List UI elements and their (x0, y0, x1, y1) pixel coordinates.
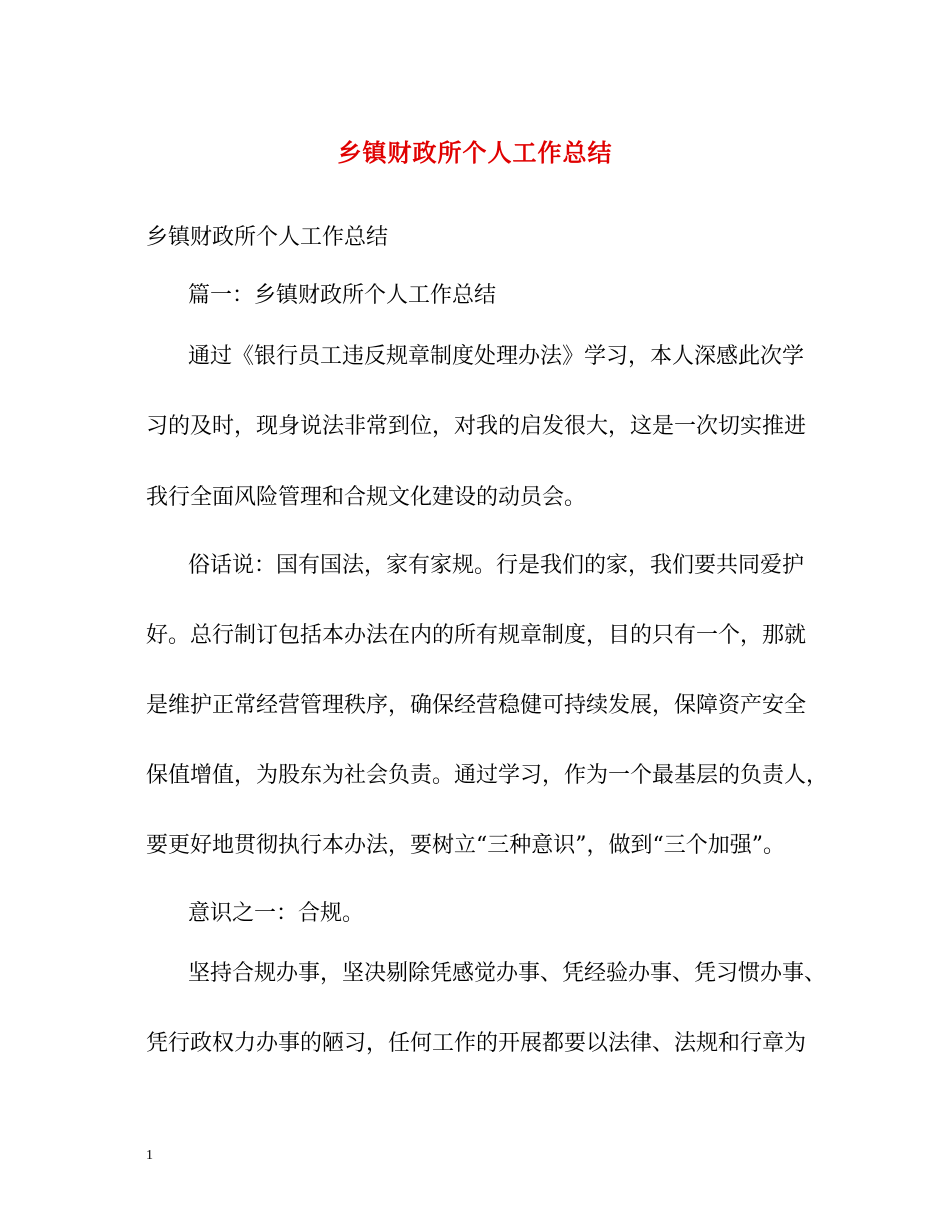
body-line: 好。总行制订包括本办法在内的所有规章制度，目的只有一个，那就 (146, 623, 807, 648)
body-line: 保值增值，为股东为社会负责。通过学习，作为一个最基层的负责人， (146, 763, 829, 788)
body-line: 凭行政权力办事的陋习，任何工作的开展都要以法律、法规和行章为 (146, 1031, 807, 1056)
body-line: 习的及时，现身说法非常到位，对我的启发很大，这是一次切实推进 (146, 414, 807, 439)
body-line: 要更好地贯彻执行本办法，要树立“三种意识”，做到“三个加强”。 (146, 833, 785, 858)
page-number: 1 (146, 1148, 153, 1163)
document-title: 乡镇财政所个人工作总结 (337, 138, 613, 167)
document-subtitle: 乡镇财政所个人工作总结 (146, 225, 389, 250)
body-line: 意识之一：合规。 (188, 901, 365, 926)
body-line: 通过《银行员工违反规章制度处理办法》学习，本人深感此次学 (188, 344, 805, 369)
body-line: 是维护正常经营管理秩序，确保经营稳健可持续发展，保障资产安全 (146, 693, 807, 718)
section-heading: 篇一：乡镇财政所个人工作总结 (188, 283, 497, 308)
body-line: 我行全面风险管理和合规文化建设的动员会。 (146, 485, 587, 510)
body-line: 坚持合规办事，坚决剔除凭感觉办事、凭经验办事、凭习惯办事、 (188, 961, 827, 986)
body-line: 俗话说：国有国法，家有家规。行是我们的家，我们要共同爱护 (188, 553, 805, 578)
